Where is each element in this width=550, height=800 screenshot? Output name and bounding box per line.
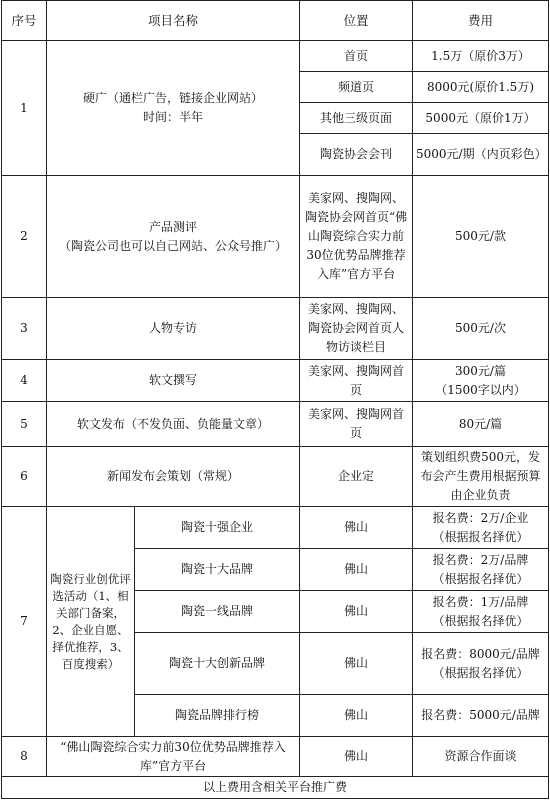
fee-cell: 策划组织费500元，发布会产生费用根据预算由企业负责 bbox=[413, 447, 549, 507]
row-number: 2 bbox=[2, 176, 47, 298]
position-cell: 首页 bbox=[300, 41, 413, 72]
fee-cell: 80元/篇 bbox=[413, 402, 549, 447]
item-name-line: 时间：半年 bbox=[143, 110, 204, 124]
position-cell: 美家网、搜陶网、陶瓷协会网首页人物访谈栏目 bbox=[300, 298, 413, 360]
item-name: 软文撰写 bbox=[47, 360, 300, 402]
row-number: 1 bbox=[2, 41, 47, 176]
table-row bbox=[2, 507, 549, 549]
sub-item-name: 陶瓷十大创新品牌 bbox=[135, 633, 300, 695]
fee-cell bbox=[413, 549, 549, 591]
header-item: 项目名称 bbox=[47, 1, 300, 41]
table-row bbox=[2, 402, 549, 447]
footer-note: 以上费用含相关平台推广费 bbox=[2, 777, 549, 799]
table-row bbox=[2, 176, 549, 298]
fee-line: 报名费：8000元/品牌 bbox=[421, 646, 540, 661]
position-cell: 佛山 bbox=[300, 737, 413, 777]
item-name bbox=[47, 41, 300, 176]
row-number: 3 bbox=[2, 298, 47, 360]
item-name-line: 产品测评 bbox=[149, 219, 198, 234]
fee-line: 报名费：5000元/品牌 bbox=[421, 708, 540, 722]
fee-cell bbox=[413, 360, 549, 402]
row-number: 4 bbox=[2, 360, 47, 402]
item-name: 人物专访 bbox=[47, 298, 300, 360]
fee-cell: 500元/次 bbox=[413, 298, 549, 360]
item-name bbox=[47, 176, 300, 298]
fee-cell: 8000元(原价1.5万) bbox=[413, 72, 549, 103]
table-row bbox=[2, 447, 549, 507]
fee-line: （根据报名择优） bbox=[432, 529, 529, 544]
position-cell: 企业定 bbox=[300, 447, 413, 507]
fee-cell: 资源合作面谈 bbox=[413, 737, 549, 777]
position-cell: 佛山 bbox=[300, 507, 413, 549]
fee-line: 报名费：2万/企业 bbox=[432, 510, 529, 525]
fee-cell: 500元/款 bbox=[413, 176, 549, 298]
fee-cell bbox=[413, 633, 549, 695]
fee-cell: 1.5万（原价3万） bbox=[413, 41, 549, 72]
item-name: “佛山陶瓷综合实力前30位优势品牌推荐入库”官方平台 bbox=[47, 737, 300, 777]
header-row bbox=[2, 1, 549, 41]
row-number: 7 bbox=[2, 507, 47, 737]
position-cell: 美家网、搜陶网首页 bbox=[300, 402, 413, 447]
item-name-line: （陶瓷公司也可以自己网站、公众号推广） bbox=[59, 238, 288, 253]
fee-cell: 5000元（原价1万） bbox=[413, 103, 549, 134]
fee-cell bbox=[413, 695, 549, 737]
position-cell: 佛山 bbox=[300, 695, 413, 737]
sub-item-name: 陶瓷品牌排行榜 bbox=[135, 695, 300, 737]
table-row bbox=[2, 41, 549, 72]
item-name: 新闻发布会策划（常规） bbox=[47, 447, 300, 507]
sub-item-name: 陶瓷十强企业 bbox=[135, 507, 300, 549]
position-cell: 佛山 bbox=[300, 591, 413, 633]
fee-line: （根据报名择优） bbox=[432, 613, 529, 628]
fee-line: 300元/篇 bbox=[455, 363, 506, 378]
header-no: 序号 bbox=[2, 1, 47, 41]
position-cell: 佛山 bbox=[300, 549, 413, 591]
position-cell: 美家网、搜陶网、陶瓷协会网首页“佛山陶瓷综合实力前30位优势品牌推荐入库”官方平台 bbox=[300, 176, 413, 298]
item-name: 软文发布（不发负面、负能量文章） bbox=[47, 402, 300, 447]
row-number: 8 bbox=[2, 737, 47, 777]
table-row bbox=[2, 360, 549, 402]
table-row bbox=[2, 298, 549, 360]
table-row bbox=[2, 737, 549, 777]
fee-line: 报名费：2万/品牌 bbox=[432, 552, 529, 567]
pricing-table bbox=[1, 0, 549, 799]
position-cell: 佛山 bbox=[300, 633, 413, 695]
sub-item-name: 陶瓷一线品牌 bbox=[135, 591, 300, 633]
header-position: 位置 bbox=[300, 1, 413, 41]
header-fee: 费用 bbox=[413, 1, 549, 41]
category-cell: 陶瓷行业创优评选活动（1、相关部门备案，2、企业自愿、择优推荐，3、百度搜索） bbox=[47, 507, 135, 737]
row-number: 5 bbox=[2, 402, 47, 447]
fee-line: （1500字以内） bbox=[435, 382, 526, 397]
position-cell: 其他三级页面 bbox=[300, 103, 413, 134]
fee-line: 报名费：1万/品牌 bbox=[432, 594, 529, 609]
fee-line: （根据报名择优） bbox=[432, 571, 529, 586]
position-cell: 频道页 bbox=[300, 72, 413, 103]
sub-item-name: 陶瓷十大品牌 bbox=[135, 549, 300, 591]
fee-line: （根据报名择优） bbox=[432, 665, 529, 680]
row-number: 6 bbox=[2, 447, 47, 507]
fee-cell: 5000元/期（内页彩色） bbox=[413, 134, 549, 176]
footer-row bbox=[2, 777, 549, 799]
position-cell: 美家网、搜陶网首页 bbox=[300, 360, 413, 402]
fee-cell bbox=[413, 591, 549, 633]
fee-cell bbox=[413, 507, 549, 549]
position-cell: 陶瓷协会会刊 bbox=[300, 134, 413, 176]
item-name-line: 硬广（通栏广告，链接企业网站） bbox=[83, 91, 264, 105]
